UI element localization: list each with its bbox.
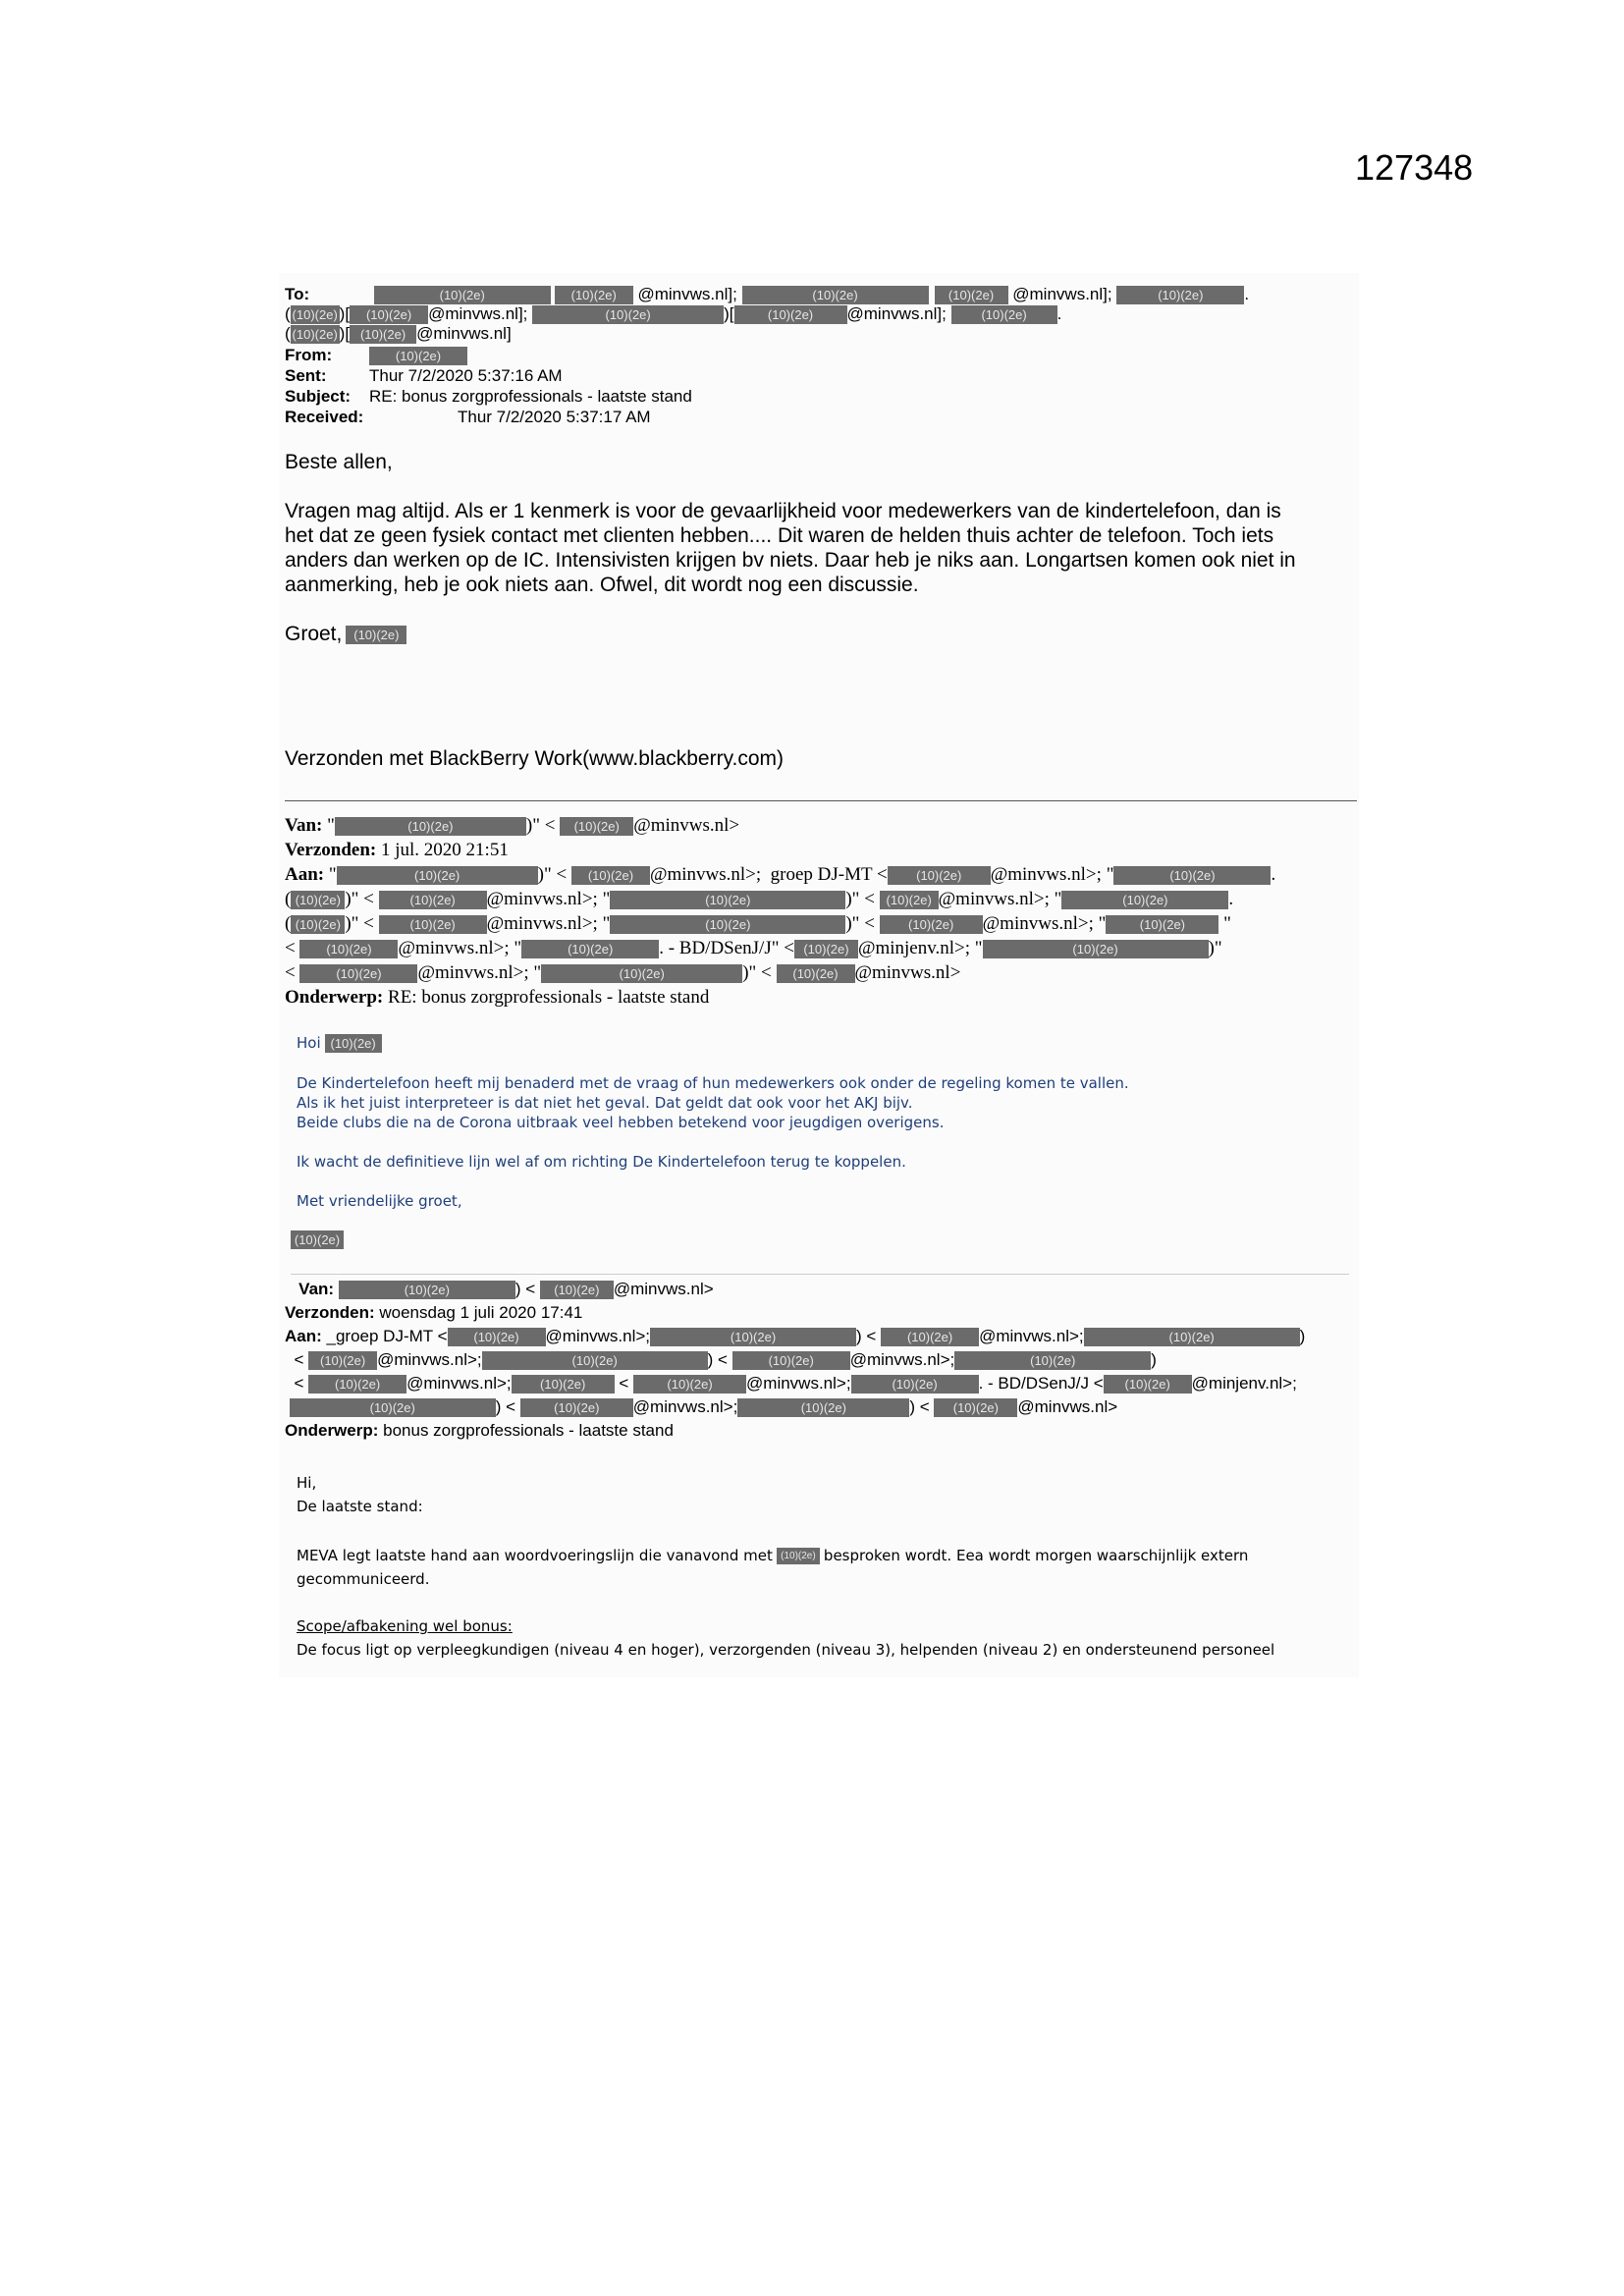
hi: Hi, (297, 1474, 317, 1492)
aan-line-2: ( (10)(2e) )" < (10)(2e) @minvws.nl>; " (10)(2e) )" < (10)(2e) @minvws.nl>; " (10)(2e) . (285, 889, 1234, 909)
hoi: Hoi (297, 1034, 321, 1052)
redaction: (10)(2e) (299, 940, 398, 958)
redaction: (10)(2e) (346, 626, 406, 644)
paragraph-line: Vragen mag altijd. Als er 1 kenmerk is voor de gevaarlijkheid voor medewerkers van de kindertelefoon, dan is (285, 500, 1281, 522)
group-name: groep DJ-MT < (770, 864, 888, 885)
to-line-2: ( (10)(2e) )[ (10)(2e) @minvws.nl]; (10)(2e) )[ (10)(2e) @minvws.nl]; (10)(2e) . (285, 304, 1062, 323)
redaction: (10)(2e) (1104, 1375, 1192, 1394)
aan-line-4: (10)(2e) ) < (10)(2e) @minvws.nl>; (10)(2e) ) < (10)(2e) @minvws.nl> (285, 1395, 1117, 1419)
paragraph-line: anders dan werken op de IC. Intensivisten krijgen bv niets. Daar heb je niks aan. Longartsen komen ook niet in (285, 549, 1296, 572)
dept-name: . - BD/DSenJ/J" < (659, 938, 794, 958)
redaction: (10)(2e) (777, 1548, 820, 1564)
redaction: (10)(2e) (732, 1351, 850, 1370)
redaction: (10)(2e) (325, 1034, 382, 1053)
meva-text: MEVA legt laatste hand aan woordvoeringslijn die vanavond met (297, 1547, 773, 1564)
redaction: (10)(2e) (369, 347, 467, 365)
van-line: Van: (10)(2e) ) < (10)(2e) @minvws.nl> (298, 1280, 714, 1298)
redaction: (10)(2e) (880, 891, 939, 909)
address: @minvws.nl>; (545, 1327, 651, 1345)
redaction: (10)(2e) (521, 940, 659, 958)
redaction: (10)(2e) (1106, 915, 1218, 934)
verzonden-value: woensdag 1 juli 2020 17:41 (379, 1303, 583, 1322)
divider (285, 800, 1357, 801)
redaction: (10)(2e) (633, 1375, 746, 1394)
page-number: 127348 (1355, 147, 1474, 188)
redaction: (10)(2e) (337, 866, 538, 885)
received-label: Received: (285, 408, 364, 426)
van-label: Van: (298, 1280, 335, 1298)
redaction: (10)(2e) (560, 817, 633, 836)
address: @minvws.nl>; (979, 1327, 1084, 1345)
verzonden-label: Verzonden: (285, 840, 377, 860)
redaction: (10)(2e) (1113, 866, 1271, 885)
redaction: (10)(2e) (794, 940, 858, 958)
verzonden-line (285, 838, 509, 862)
to-label: To: (285, 285, 310, 303)
redaction: (10)(2e) (650, 1328, 856, 1346)
address: @minvws.nl>; (486, 889, 598, 909)
address: @minjenv.nl>; (857, 938, 971, 958)
van-domain: @minvws.nl> (613, 1280, 714, 1298)
address: @minvws.nl>; (486, 913, 598, 934)
subject-value: RE: bonus zorgprofessionals - laatste stand (369, 387, 692, 406)
body-line: Als ik het juist interpreteer is dat niet het geval. Dat geldt dat ook voor het AKJ bijv. (297, 1094, 913, 1112)
redaction: (10)(2e) (951, 305, 1057, 324)
redaction: (10)(2e) (888, 866, 991, 885)
paragraph-line: aanmerking, heb je ook niets aan. Ofwel, dit wordt nog een discussie. (285, 574, 919, 596)
sent-line (285, 366, 563, 386)
to-address: @minvws.nl]; (637, 285, 737, 303)
onderwerp-line (285, 1419, 674, 1443)
address: @minvws.nl>; (632, 1397, 738, 1416)
sent-label: Sent: (285, 366, 327, 385)
redaction: (10)(2e) (482, 1351, 708, 1370)
address: @minvws.nl>; (406, 1374, 512, 1393)
from-line (285, 346, 467, 365)
onderwerp-label: Onderwerp: (285, 1421, 379, 1440)
paragraph-line: het dat ze geen fysiek contact met clienten hebben.... Dit waren de helden thuis achter de telefoon. Toch iets (285, 524, 1274, 547)
to-address: @minvws.nl] (416, 324, 512, 343)
redaction: (10)(2e) (291, 891, 345, 909)
divider (291, 1274, 1349, 1275)
signature-line (291, 1230, 344, 1249)
redaction: (10)(2e) (291, 1230, 344, 1249)
address: @minvws.nl> (1017, 1397, 1118, 1416)
closing: Groet, (285, 623, 343, 645)
scope-heading-text: Scope/afbakening wel bonus: (297, 1617, 513, 1635)
aan-label: Aan: (285, 1327, 322, 1345)
redaction: (10)(2e) (448, 1328, 546, 1346)
address: @minvws.nl>; (398, 938, 510, 958)
redaction: (10)(2e) (983, 940, 1209, 958)
to-address: @minvws.nl]; (428, 304, 528, 323)
redaction: (10)(2e) (571, 866, 650, 885)
redaction: (10)(2e) (734, 305, 847, 324)
redaction: (10)(2e) (1116, 286, 1244, 304)
van-domain: @minvws.nl> (633, 815, 740, 836)
redaction: (10)(2e) (520, 1398, 633, 1417)
redaction: (10)(2e) (610, 915, 845, 934)
aan-label: Aan: (285, 864, 325, 885)
subject-label: Subject: (285, 387, 352, 406)
verzonden-value: 1 jul. 2020 21:51 (381, 840, 509, 860)
redaction: (10)(2e) (610, 891, 845, 909)
redaction: (10)(2e) (291, 915, 345, 934)
subject-line (285, 387, 692, 407)
redaction: (10)(2e) (934, 1398, 1017, 1417)
verzonden-line (285, 1301, 582, 1325)
from-label: From: (285, 346, 333, 364)
verzonden-label: Verzonden: (285, 1303, 375, 1322)
meva-text: besproken wordt. Eea wordt morgen waarschijnlijk extern (823, 1547, 1249, 1564)
address: @minvws.nl>; (746, 1374, 851, 1393)
address: @minvws.nl>; (990, 864, 1102, 885)
body-line: Beide clubs die na de Corona uitbraak veel hebben betekend voor jeugdigen overigens. (297, 1114, 945, 1131)
address: @minvws.nl>; (982, 913, 1094, 934)
redaction: (10)(2e) (935, 286, 1008, 304)
address: @minvws.nl> (854, 962, 961, 983)
to-address: @minvws.nl]; (1012, 285, 1112, 303)
redaction: (10)(2e) (1084, 1328, 1300, 1346)
redaction: (10)(2e) (742, 286, 929, 304)
redaction: (10)(2e) (379, 915, 487, 934)
aan-line-1: Aan: " (10)(2e) )" < (10)(2e) @minvws.nl>; groep DJ-MT < (10)(2e) @minvws.nl>; " (10)(2e) . (285, 864, 1276, 885)
redaction: (10)(2e) (308, 1351, 377, 1370)
redaction: (10)(2e) (954, 1351, 1151, 1370)
redaction: (10)(2e) (540, 1281, 614, 1299)
to-line-3: ( (10)(2e) )[ (10)(2e) @minvws.nl] (285, 324, 512, 343)
redaction: (10)(2e) (292, 307, 338, 323)
to-line-1: To: (10)(2e) (10)(2e) @minvws.nl]; (10)(2e) (10)(2e) @minvws.nl]; (10)(2e) . (285, 285, 1250, 303)
address: @minvws.nl>; (377, 1350, 482, 1369)
closing: Met vriendelijke groet, (297, 1192, 462, 1210)
group-name: _groep DJ-MT < (326, 1327, 448, 1345)
onderwerp-label: Onderwerp: (285, 987, 384, 1008)
signature: Verzonden met BlackBerry Work(www.blackberry.com) (285, 747, 785, 770)
redaction: (10)(2e) (851, 1375, 979, 1394)
redaction: (10)(2e) (881, 1328, 979, 1346)
received-value: Thur 7/2/2020 5:37:17 AM (458, 408, 651, 426)
redaction: (10)(2e) (555, 286, 633, 304)
hoi-line (297, 1033, 382, 1053)
onderwerp-value: RE: bonus zorgprofessionals - laatste stand (388, 987, 710, 1008)
meva-line-1 (297, 1546, 1248, 1565)
aan-line-2: < (10)(2e) @minvws.nl>; (10)(2e) ) < (10)(2e) @minvws.nl>; (10)(2e) ) (285, 1350, 1157, 1369)
aan-line-4: < (10)(2e) @minvws.nl>; " (10)(2e) . - BD/DSenJ/J" < (10)(2e) @minjenv.nl>; " (10)(2e) )" (285, 938, 1222, 958)
sent-value: Thur 7/2/2020 5:37:16 AM (369, 366, 563, 385)
to-address: @minvws.nl]; (846, 304, 947, 323)
redaction: (10)(2e) (880, 915, 983, 934)
redaction: (10)(2e) (374, 286, 551, 304)
onderwerp-line (285, 985, 709, 1010)
redaction: (10)(2e) (292, 327, 338, 343)
redaction: (10)(2e) (379, 891, 487, 909)
aan-line-3: ( (10)(2e) )" < (10)(2e) @minvws.nl>; " (10)(2e) )" < (10)(2e) @minvws.nl>; " (10)(2e) " (285, 913, 1231, 934)
onderwerp-value: bonus zorgprofessionals - laatste stand (383, 1421, 674, 1440)
redaction: (10)(2e) (308, 1375, 406, 1394)
redaction: (10)(2e) (737, 1398, 909, 1417)
dept-name: . - BD/DSenJ/J < (978, 1374, 1104, 1393)
address: @minvws.nl>; (849, 1350, 955, 1369)
address: @minvws.nl>; (938, 889, 1050, 909)
redaction: (10)(2e) (532, 305, 724, 324)
redaction: (10)(2e) (339, 1281, 515, 1299)
received-line (285, 408, 651, 427)
redaction: (10)(2e) (290, 1398, 496, 1417)
redaction: (10)(2e) (1061, 891, 1228, 909)
greeting: Beste allen, (285, 451, 393, 473)
wait-line: Ik wacht de definitieve lijn wel af om richting De Kindertelefoon terug te koppelen. (297, 1153, 906, 1171)
meva-line-2: gecommuniceerd. (297, 1570, 430, 1588)
stand: De laatste stand: (297, 1498, 423, 1515)
redaction: (10)(2e) (350, 305, 428, 324)
redaction: (10)(2e) (350, 325, 416, 344)
van-label: Van: (285, 815, 323, 836)
van-line: Van: " (10)(2e) )" < (10)(2e) @minvws.nl> (285, 815, 740, 836)
redaction: (10)(2e) (777, 964, 855, 983)
redaction: (10)(2e) (541, 964, 742, 983)
body-line: De Kindertelefoon heeft mij benaderd met de vraag of hun medewerkers ook onder de regeling komen te vallen. (297, 1074, 1129, 1092)
redaction: (10)(2e) (335, 817, 526, 836)
focus-line: De focus ligt op verpleegkundigen (niveau 4 en hoger), verzorgenden (niveau 3), helpenden (niveau 2) en ondersteunend personeel (297, 1641, 1275, 1659)
address: @minjenv.nl>; (1191, 1374, 1297, 1393)
aan-line-3: < (10)(2e) @minvws.nl>; (10)(2e) < (10)(2e) @minvws.nl>; (10)(2e) . - BD/DSenJ/J < (10)(2e) @minjenv.nl>; (285, 1374, 1297, 1393)
closing-line (285, 622, 406, 646)
aan-line-5: < (10)(2e) @minvws.nl>; " (10)(2e) )" < (10)(2e) @minvws.nl> (285, 962, 961, 983)
address: @minvws.nl>; (649, 864, 762, 885)
redaction: (10)(2e) (512, 1375, 615, 1394)
address: @minvws.nl>; (417, 962, 529, 983)
aan-line-1: Aan: _groep DJ-MT < (10)(2e) @minvws.nl>; (10)(2e) ) < (10)(2e) @minvws.nl>; (10)(2e) ) (285, 1327, 1306, 1345)
redaction: (10)(2e) (299, 964, 417, 983)
scope-heading (297, 1616, 513, 1636)
